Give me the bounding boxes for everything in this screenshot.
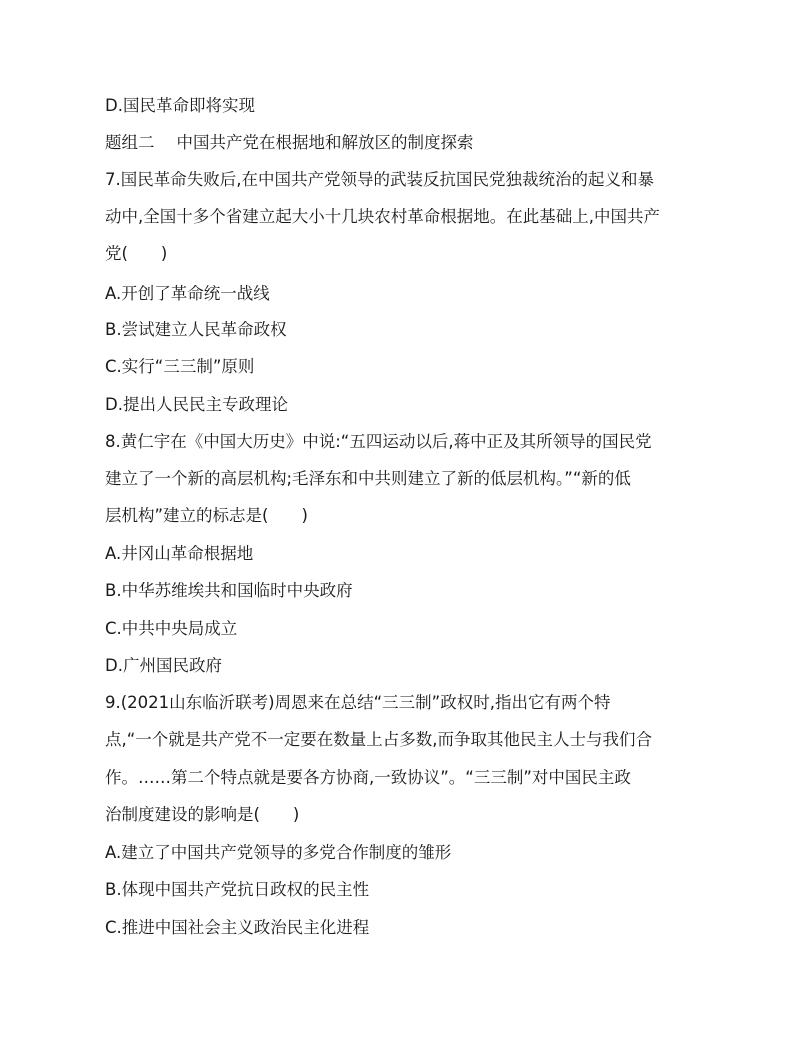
- q8-option-b: B.中华苏维埃共和国临时中央政府: [105, 581, 353, 600]
- section-label: 题组二: [105, 133, 155, 152]
- q9-option-b: B.体现中国共产党抗日政权的民主性: [105, 880, 370, 899]
- q6-option-d: D.国民革命即将实现: [105, 96, 255, 115]
- q8-stem-line-3: 层机构”建立的标志是( ): [105, 506, 308, 525]
- q9-option-a: A.建立了中国共产党领导的多党合作制度的雏形: [105, 843, 452, 862]
- section-title: [105, 131, 705, 155]
- q7-option-c: C.实行“三三制”原则: [105, 357, 255, 376]
- q7-option-a: A.开创了革命统一战线: [105, 284, 270, 303]
- q7-stem-line-3: 党( ): [105, 244, 168, 263]
- q7-stem-line-1: 7.国民革命失败后,在中国共产党领导的武装反抗国民党独裁统治的起义和暴: [105, 170, 654, 189]
- q9-stem-line-2: 点,“一个就是共产党不一定要在数量上占多数,而争取其他民主人士与我们合: [105, 730, 653, 749]
- section-heading: 中国共产党在根据地和解放区的制度探索: [176, 133, 474, 152]
- q8-stem-line-1: 8.黄仁宇在《中国大历史》中说:“五四运动以后,蒋中正及其所领导的国民党: [105, 432, 652, 451]
- q9-option-c: C.推进中国社会主义政治民主化进程: [105, 918, 370, 937]
- q8-option-d: D.广州国民政府: [105, 656, 222, 675]
- q8-stem-line-2: 建立了一个新的高层机构;毛泽东和中共则建立了新的低层机构。”“新的低: [105, 469, 631, 488]
- q9-stem-line-3: 作。……第二个特点就是要各方协商,一致协议”。“三三制”对中国民主政: [105, 768, 631, 787]
- q7-stem-line-2: 动中,全国十多个省建立起大小十几块农村革命根据地。在此基础上,中国共产: [105, 207, 660, 226]
- q9-stem-line-1: 9.(2021山东临沂联考)周恩来在总结“三三制”政权时,指出它有两个特: [105, 693, 611, 712]
- q7-option-d: D.提出人民民主专政理论: [105, 395, 288, 414]
- q7-option-b: B.尝试建立人民革命政权: [105, 320, 287, 339]
- q8-option-c: C.中共中央局成立: [105, 619, 238, 638]
- q8-option-a: A.井冈山革命根据地: [105, 544, 254, 563]
- q9-stem-line-4: 治制度建设的影响是( ): [105, 805, 300, 824]
